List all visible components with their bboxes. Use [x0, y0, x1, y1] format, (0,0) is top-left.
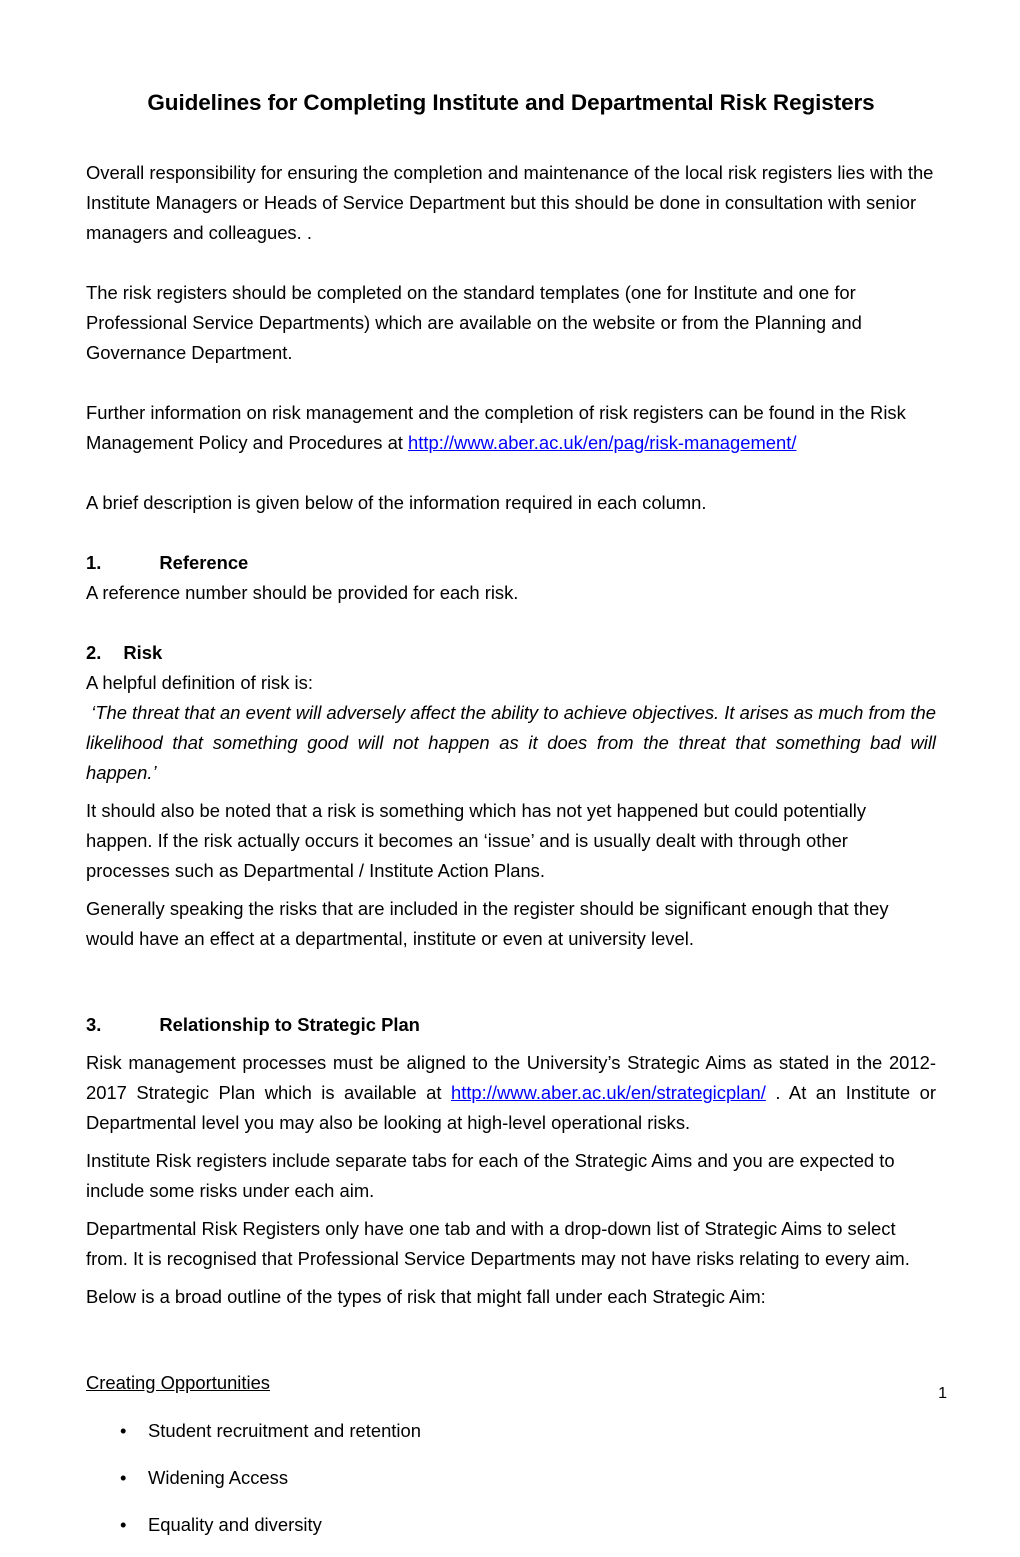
list-item [86, 1416, 936, 1446]
document-body [86, 88, 936, 1557]
spacer [86, 118, 936, 158]
section-2-heading [86, 638, 936, 668]
section-3-title: Relationship to Strategic Plan [159, 1014, 420, 1035]
section-1-body: A reference number should be provided for each risk. [86, 582, 519, 603]
intro-paragraph-1: Overall responsibility for ensuring the completion and maintenance of the local risk registers lies with the Institute Managers or Heads of Service Department but this should be done in consultation with senior managers and colleagues. . [86, 162, 934, 243]
spacer [86, 368, 936, 398]
list-item-label: Widening Access [148, 1467, 289, 1488]
spacer [86, 788, 936, 796]
spacer [86, 518, 936, 548]
list-item-label: Equality and diversity [148, 1514, 322, 1535]
bullet-icon: • [120, 1514, 127, 1535]
section-3-body-4: Below is a broad outline of the types of risk that might fall under each Strategic Aim: [86, 1286, 766, 1307]
section-3-body-1-prefix: Risk management processes must be aligned to the University’s Strategic Aims as stated in the 2012-2017 Strategic Plan which is available at [86, 1052, 936, 1103]
spacer [86, 954, 936, 1010]
section-2-intro: A helpful definition of risk is: [86, 672, 313, 693]
spacer [86, 1312, 936, 1368]
spacer [86, 248, 936, 278]
page-number: 1 [938, 1385, 947, 1402]
spacer [86, 1398, 936, 1416]
section-3-body-1-suffix: . At an Institute or Departmental level you may also be looking at high-level operational risks. [86, 1082, 936, 1133]
risk-definition-quote [86, 698, 936, 788]
list-item-label: Student recruitment and retention [148, 1420, 421, 1441]
list-item [86, 1463, 936, 1493]
intro-paragraph-3-text: Further information on risk management and the completion of risk registers can be found in the Risk Management Policy and Procedures at [86, 402, 906, 453]
spacer [86, 1274, 936, 1282]
spacer [86, 608, 936, 638]
strategic-aim-heading: Creating Opportunities [86, 1372, 271, 1393]
bullet-icon: • [120, 1420, 127, 1441]
intro-paragraph-2: The risk registers should be completed on the standard templates (one for Institute and one for Professional Service Departments) which are available on the website or from the Planning and Governance Department. [86, 282, 862, 363]
spacer [86, 1040, 936, 1048]
risk-management-policy-link[interactable]: http://www.aber.ac.uk/en/pag/risk-management/ [408, 432, 797, 453]
intro-paragraph-4: A brief description is given below of the information required in each column. [86, 492, 707, 513]
section-1-heading [86, 548, 936, 578]
page-title: Guidelines for Completing Institute and Departmental Risk Registers [147, 90, 875, 115]
section-1-number: 1. [86, 552, 102, 573]
spacer [86, 1206, 936, 1214]
list-item [86, 1510, 936, 1540]
spacer [86, 886, 936, 894]
bullet-icon: • [120, 1467, 127, 1488]
section-2-title: Risk [123, 642, 163, 663]
spacer [86, 1138, 936, 1146]
section-2-body-1: It should also be noted that a risk is something which has not yet happened but could potentially happen. If the risk actually occurs it becomes an ‘issue’ and is usually dealt with through other processes such as Departmental / Institute Action Plans. [86, 800, 867, 881]
strategic-aim-heading-wrap [86, 1368, 936, 1398]
section-3-body-1 [86, 1048, 936, 1138]
intro-paragraph-3 [86, 398, 936, 458]
section-3-body-3: Departmental Risk Registers only have one tab and with a drop-down list of Strategic Aims to select from. It is recognised that Professional Service Departments may not have risks relating to every aim. [86, 1218, 910, 1269]
section-3-heading [86, 1010, 936, 1040]
section-2-number: 2. [86, 642, 102, 663]
section-1-title: Reference [159, 552, 249, 573]
section-3-body-2: Institute Risk registers include separate tabs for each of the Strategic Aims and you are expected to include some risks under each aim. [86, 1150, 895, 1201]
spacer [86, 458, 936, 488]
risk-definition-quote-text: ‘The threat that an event will adversely affect the ability to achieve objectives. It arises as much from the likelihood that something good will not happen as it does from the threat that something bad will happen.’ [86, 702, 936, 783]
section-3-number: 3. [86, 1014, 102, 1035]
strategic-aim-bullet-list [86, 1416, 936, 1540]
section-2-body-2: Generally speaking the risks that are included in the register should be significant enough that they would have an effect at a departmental, institute or even at university level. [86, 898, 889, 949]
strategic-plan-link[interactable]: http://www.aber.ac.uk/en/strategicplan/ [450, 1082, 766, 1103]
